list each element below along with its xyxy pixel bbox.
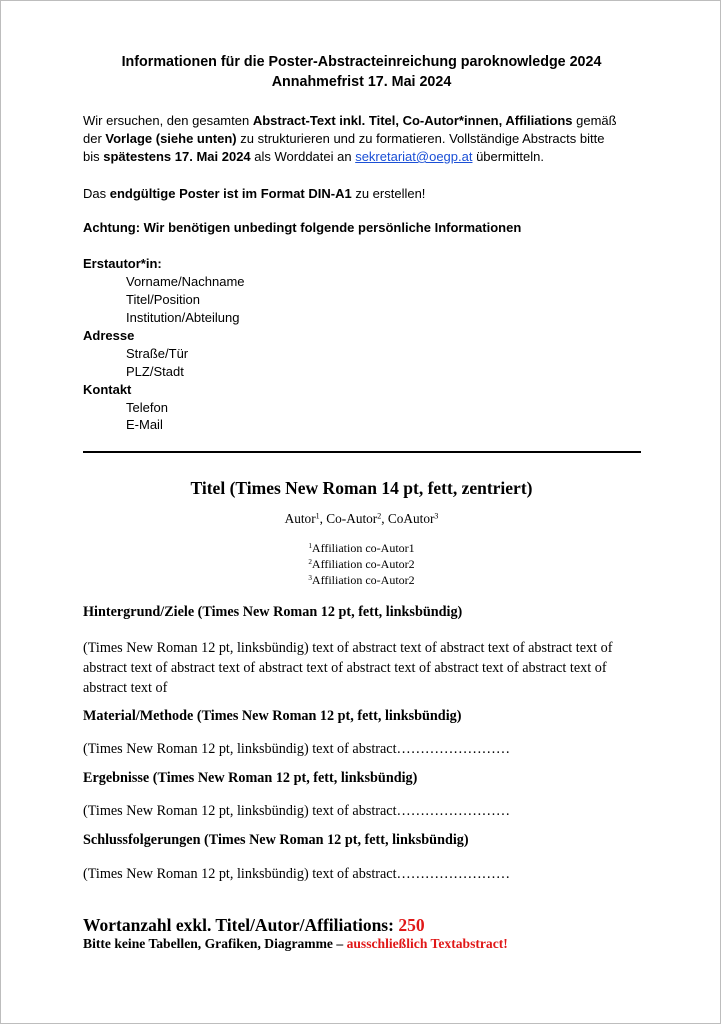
address-item: Straße/Tür [126, 346, 189, 361]
email-link[interactable]: sekretariat@oegp.at [355, 149, 473, 164]
first-author-item: Titel/Position [126, 292, 200, 307]
affiliation-line [1, 557, 721, 572]
section-body-line: abstract text of abstract text of abstract text of abstract text of abstract text of abstract text of [83, 660, 607, 676]
section-body-line: (Times New Roman 12 pt, linksbündig) text of abstract…………………… [83, 866, 511, 882]
contact-item: E-Mail [126, 417, 163, 432]
intro-line-3 [83, 148, 544, 166]
section-body-line: (Times New Roman 12 pt, linksbündig) text of abstract…………………… [83, 741, 511, 757]
authors-line [1, 511, 721, 527]
author-name: Co-Autor [326, 511, 378, 526]
section-body-line: (Times New Roman 12 pt, linksbündig) text of abstract…………………… [83, 803, 511, 819]
format-note-line [83, 936, 508, 952]
intro-text: zu strukturieren und zu formatieren. Vollständige Abstracts bitte [236, 131, 605, 146]
author-sup: 2 [377, 511, 382, 521]
word-count-line [83, 915, 425, 936]
intro-text: übermitteln. [472, 149, 545, 164]
contact-heading: Kontakt [83, 382, 132, 397]
author-sup: 3 [434, 511, 439, 521]
poster-format-line [83, 185, 425, 203]
section-body-line: abstract text of [83, 680, 168, 696]
word-count-value: 250 [398, 915, 425, 935]
affiliation-sup: 1 [308, 542, 312, 551]
warning-line: Achtung: Wir benötigen unbedingt folgende persönliche Informationen [83, 220, 522, 235]
format-note-text: Bitte keine Tabellen, Grafiken, Diagramme – [83, 936, 347, 951]
author-sep: , [319, 511, 327, 526]
author-name: CoAutor [387, 511, 435, 526]
section-heading-background: Hintergrund/Ziele (Times New Roman 12 pt, fett, linksbündig) [83, 604, 463, 620]
intro-bold: Abstract-Text inkl. Titel, Co-Autor*innen, Affiliations [252, 113, 573, 128]
affiliation-sup: 3 [308, 574, 312, 583]
section-heading-conclusions: Schlussfolgerungen (Times New Roman 12 pt, fett, linksbündig) [83, 832, 469, 848]
template-title: Titel (Times New Roman 14 pt, fett, zentriert) [190, 478, 533, 498]
intro-text: der [83, 131, 106, 146]
author-sep: , [381, 511, 388, 526]
section-divider [83, 451, 641, 453]
affiliation-text: Affiliation co-Autor2 [311, 573, 415, 587]
section-heading-methods: Material/Methode (Times New Roman 12 pt, fett, linksbündig) [83, 708, 462, 724]
affiliation-text: Affiliation co-Autor1 [311, 541, 415, 555]
intro-text: Wir ersuchen, den gesamten [83, 113, 253, 128]
author-name: Autor [284, 511, 316, 526]
intro-text: gemäß [572, 113, 617, 128]
intro-line-2 [83, 130, 604, 148]
intro-text: als Worddatei an [250, 149, 356, 164]
intro-line-1 [83, 112, 617, 130]
intro-text: bis [83, 149, 104, 164]
section-heading-results: Ergebnisse (Times New Roman 12 pt, fett, linksbündig) [83, 770, 418, 786]
first-author-item: Vorname/Nachname [126, 274, 245, 289]
intro-bold: spätestens 17. Mai 2024 [103, 149, 251, 164]
document-title-line1: Informationen für die Poster-Abstracteinreichung paroknowledge 2024 [121, 54, 602, 70]
affiliation-line [1, 573, 721, 588]
section-body-line: (Times New Roman 12 pt, linksbündig) text of abstract text of abstract text of abstract text of [83, 640, 613, 656]
affiliation-sup: 2 [308, 558, 312, 567]
poster-bold: endgültige Poster ist im Format DIN-A1 [109, 186, 352, 201]
affiliation-line [1, 541, 721, 556]
author-sup: 1 [315, 511, 320, 521]
first-author-item: Institution/Abteilung [126, 310, 240, 325]
intro-bold: Vorlage (siehe unten) [105, 131, 237, 146]
document-title-line2: Annahmefrist 17. Mai 2024 [271, 74, 452, 90]
address-heading: Adresse [83, 328, 135, 343]
format-note-highlight: ausschließlich Textabstract! [346, 936, 508, 951]
first-author-heading: Erstautor*in: [83, 256, 162, 271]
poster-text: Das [83, 186, 110, 201]
word-count-label: Wortanzahl exkl. Titel/Autor/Affiliations: [83, 915, 399, 935]
address-item: PLZ/Stadt [126, 364, 184, 379]
contact-item: Telefon [126, 400, 168, 415]
poster-text: zu erstellen! [351, 186, 426, 201]
affiliation-text: Affiliation co-Autor2 [311, 557, 415, 571]
